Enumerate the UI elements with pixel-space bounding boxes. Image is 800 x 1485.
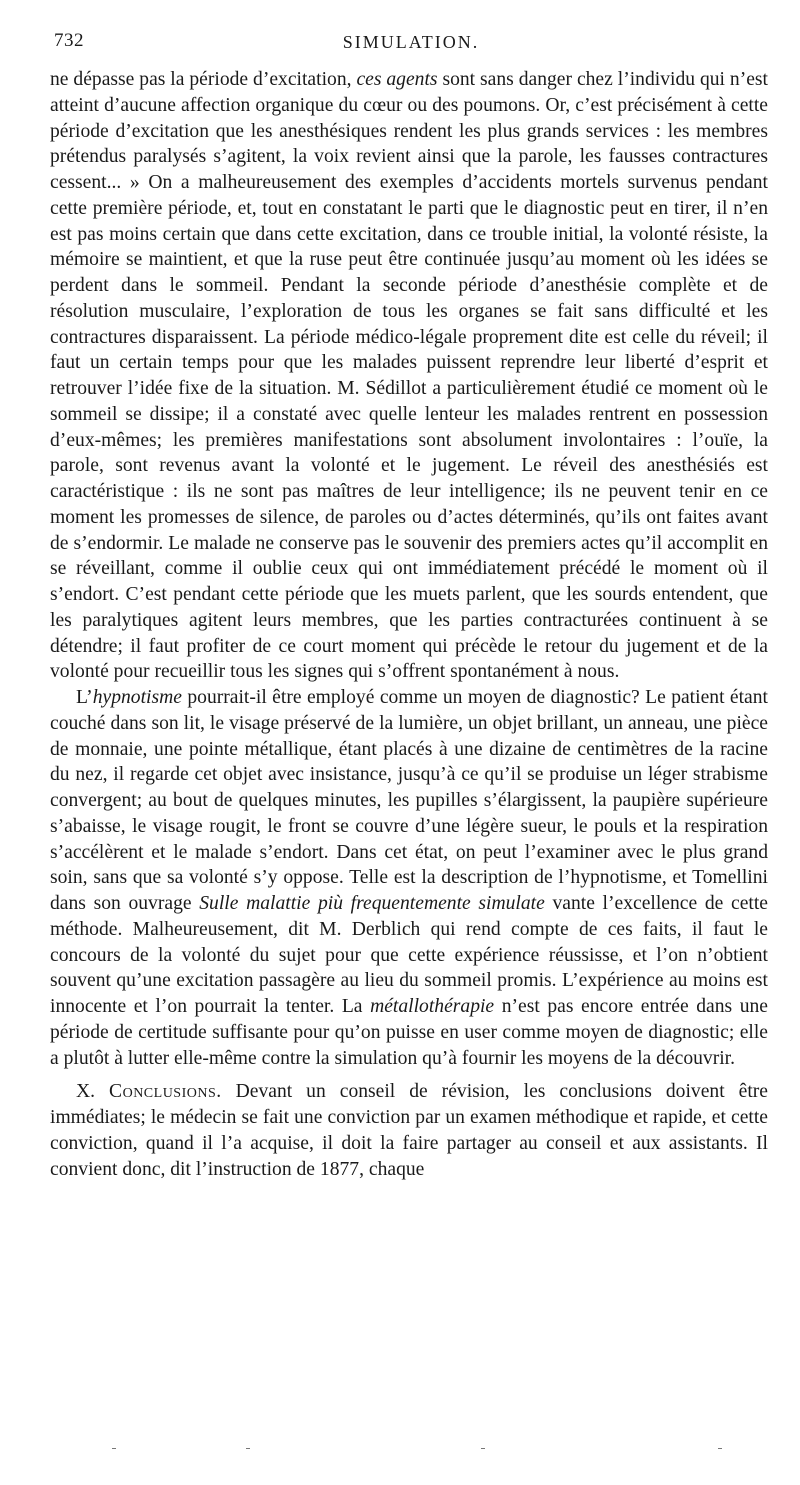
- paragraph-2-lead: L’: [76, 687, 93, 708]
- scan-mark: [246, 1448, 250, 1449]
- page-header: [50, 30, 752, 60]
- paragraph-2-text-c: n’est pas encore entrée dans une période de certitude suffisante pour qu’on puisse en user comme moyen de diagnostic; elle a plutôt à lutter elle-même contre la simulation qu’à fournir les moyens de la découvrir.: [50, 996, 768, 1069]
- scan-marks: [0, 1448, 800, 1458]
- scan-mark: [481, 1448, 485, 1449]
- paragraph-3-text: Devant un conseil de révision, les conclusions doivent être immédiates; le médecin se fait une conviction par un examen méthodique et rapide, et cette conviction, quand il l’a acquise, il doit la faire partager au conseil et aux assistants. Il convient donc, dit l’instruction de 1877, chaque: [50, 1081, 768, 1180]
- paragraph-2-italic-c: métallothérapie: [370, 996, 495, 1017]
- section-heading: Conclusions.: [109, 1081, 222, 1103]
- paragraph-2-lead-italic: hypnotisme: [92, 687, 182, 708]
- paragraph-1-italic-a: ces agents: [356, 69, 438, 90]
- paragraph-conclusions: [50, 1079, 768, 1182]
- page-number: 732: [54, 30, 84, 51]
- paragraph-2-text-a: pourrait-il être employé comme un moyen de diagnostic? Le patient étant couché dans son lit, le visage préservé de la lumière, un objet brillant, un anneau, une pièce de monnaie, une pointe métallique, étant placés à une dizaine de centimètres de la racine du nez, il regarde cet objet avec insistance, jusqu’à ce qu’il se produise un léger strabisme convergent; au bout de quelques minutes, les pupilles s’élargissent, la paupière supérieure s’abaisse, le visage rougit, le front se couvre d’une légère sueur, le pouls et la respiration s’accélèrent et le malade s’endort. Dans cet état, on peut l’examiner avec le plus grand soin, sans que sa volonté s’y oppose. Telle est la description de l’hypnotisme, et Tomellini dans son ouvrage: [50, 687, 768, 914]
- running-head: SIMULATION.: [342, 32, 480, 52]
- body-text: [50, 67, 768, 1182]
- section-numeral: X.: [76, 1081, 110, 1103]
- paragraph-anesthesia: [50, 67, 768, 685]
- paragraph-2-book-title: Sulle malattie più frequentemente simulate: [199, 893, 545, 914]
- scan-mark: [718, 1448, 722, 1449]
- paragraph-2-text-b: vante l’excellence de cette méthode. Malheureusement, dit M. Derblich qui rend compte de ces faits, il faut le concours de la volonté du sujet pour que cette expérience réussisse, et l’on n’obtient souvent qu’une excitation passagère au lieu du sommeil promis. L’expérience au moins est innocente et l’on pourrait la tenter. La: [50, 893, 768, 1017]
- paragraph-hypnotism: [50, 685, 768, 1071]
- paragraph-1-text-a: ne dépasse pas la période d’excitation,: [50, 69, 357, 90]
- paragraph-1-text-b: sont sans danger chez l’individu qui n’est atteint d’aucune affection organique du cœur ou des poumons. Or, c’est précisément à cette période d’excitation que les anesthésiques rendent les plus grands services : les membres prétendus paralysés s’agitent, la voix revient ainsi que la parole, les fausses contractures cessent... » On a malheureusement des exemples d’accidents mortels survenus pendant cette première période, et, tout en constatant le parti que le diagnostic peut en tirer, il n’en est pas moins certain que dans cette excitation, dans ce trouble initial, la volonté résiste, la mémoire se maintient, et que la ruse peut être continuée jusqu’au moment où les idées se perdent dans le sommeil. Pendant la seconde période d’anesthésie complète et de résolution musculaire, l’exploration de tous les organes se fait sans difficulté et les contractures disparaissent. La période médico-légale proprement dite est celle du réveil; il faut un certain temps pour que les malades puissent reprendre leur liberté d’esprit et retrouver l’idée fixe de la situation. M. Sédillot a particulièrement étudié ce moment où le sommeil se dissipe; il a constaté avec quelle lenteur les malades rentrent en possession d’eux-mêmes; les premières manifestations sont absolument involontaires : l’ouïe, la parole, sont revenus avant la volonté et le jugement. Le réveil des anesthésiés est caractéristique : ils ne sont pas maîtres de leur intelligence; ils ne peuvent tenir en ce moment les promesses de silence, de paroles ou d’actes déterminés, qu’ils ont faites avant de s’endormir. Le malade ne conserve pas le souvenir des premiers actes qu’il accomplit en se réveillant, comme il oublie ceux qui ont immédiatement précédé le moment où il s’endort. C’est pendant cette période que les muets parlent, que les sourds entendent, que les paralytiques agitent leurs membres, que les parties contracturées continuent à se détendre; il faut profiter de ce court moment qui précède le retour du jugement et de la volonté pour recueillir tous les signes qui s’offrent spontanément à nous.: [50, 69, 768, 683]
- scan-mark: [112, 1448, 116, 1449]
